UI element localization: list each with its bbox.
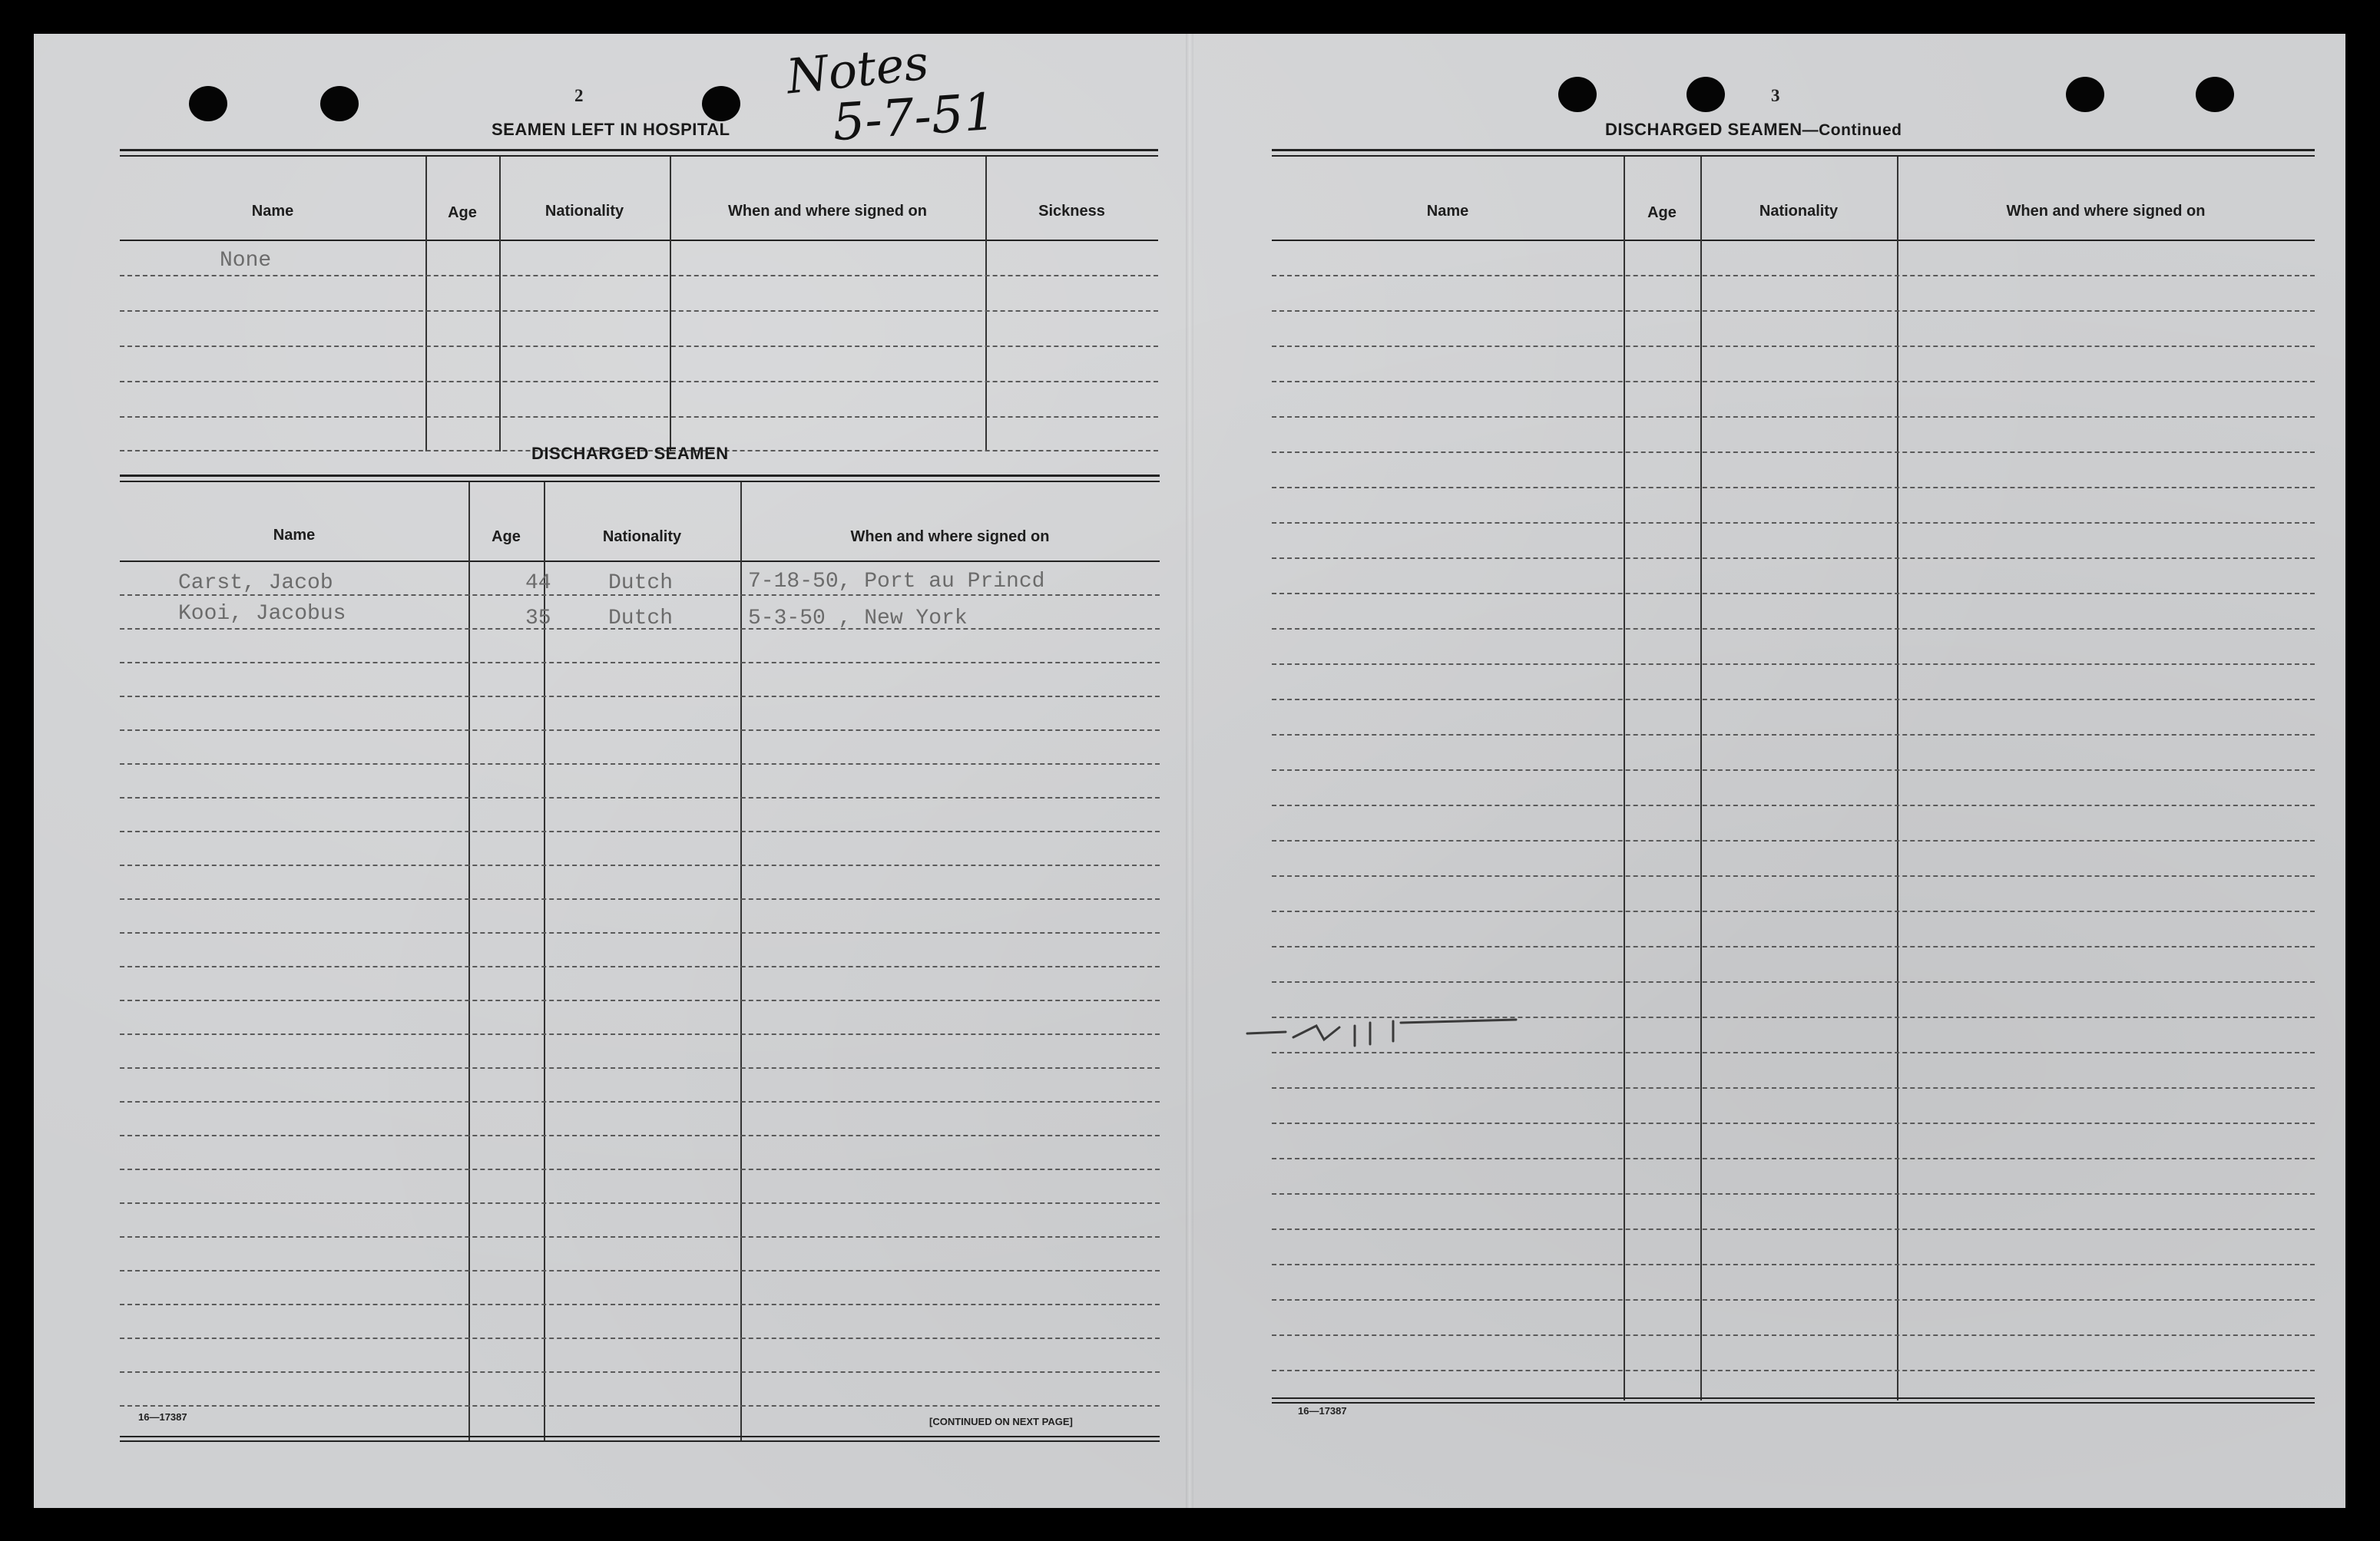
- column-header-name: Name: [273, 527, 316, 544]
- punch-hole: [1558, 77, 1597, 112]
- discharged-continued-table: [1272, 149, 2315, 1436]
- form-code-left: 16—17387: [138, 1411, 187, 1423]
- pencil-mark: [1240, 1003, 1547, 1064]
- punch-hole: [1687, 77, 1725, 112]
- column-header-signed-on: When and where signed on: [850, 528, 1050, 545]
- column-header-nationality: Nationality: [602, 528, 682, 545]
- punch-hole: [320, 86, 359, 121]
- table-cell-name: Kooi, Jacobus: [178, 602, 346, 626]
- column-header-sickness: Sickness: [1038, 203, 1105, 220]
- table-cell-age: 44: [525, 571, 551, 595]
- continued-note: [CONTINUED ON NEXT PAGE]: [929, 1416, 1073, 1427]
- page-number-right: 3: [1771, 86, 1780, 105]
- form-code-right: 16—17387: [1298, 1405, 1347, 1417]
- column-header-signed-on: When and where signed on: [728, 203, 927, 220]
- discharged-table: [120, 475, 1160, 1443]
- table-cell-signed-on: 7-18-50, Port au Princd: [748, 570, 1045, 594]
- table-cell-nationality: Dutch: [608, 607, 674, 630]
- table-cell-name: None: [220, 249, 272, 273]
- document-sheet: [34, 34, 2345, 1508]
- column-header-nationality: Nationality: [1759, 203, 1839, 220]
- column-header-age: Age: [492, 528, 521, 545]
- column-header-age: Age: [1647, 204, 1677, 221]
- hospital-table: [120, 149, 1158, 453]
- table-cell-signed-on: 5-3-50 , New York: [748, 607, 968, 630]
- continued-suffix: —Continued: [1802, 121, 1902, 139]
- discharged-section-title: DISCHARGED SEAMEN: [531, 444, 729, 463]
- punch-hole: [702, 86, 740, 121]
- page-fold: [1186, 34, 1193, 1508]
- column-header-name: Name: [1426, 203, 1469, 220]
- table-cell-nationality: Dutch: [608, 571, 674, 595]
- page-number-left: 2: [574, 86, 584, 105]
- handwritten-date: 5-7-51: [830, 81, 998, 153]
- punch-hole: [189, 86, 227, 121]
- table-cell-age: 35: [525, 607, 551, 630]
- discharged-title-text: DISCHARGED SEAMEN: [1605, 120, 1802, 139]
- column-header-age: Age: [448, 204, 477, 221]
- handwritten-note: Notes: [783, 34, 932, 105]
- column-header-signed-on: When and where signed on: [2006, 203, 2206, 220]
- column-header-name: Name: [251, 203, 294, 220]
- discharged-continued-title: [1605, 120, 1902, 140]
- punch-hole: [2196, 77, 2234, 112]
- hospital-section-title: SEAMEN LEFT IN HOSPITAL: [492, 120, 730, 139]
- punch-hole: [2066, 77, 2104, 112]
- table-cell-name: Carst, Jacob: [178, 571, 333, 595]
- column-header-nationality: Nationality: [545, 203, 624, 220]
